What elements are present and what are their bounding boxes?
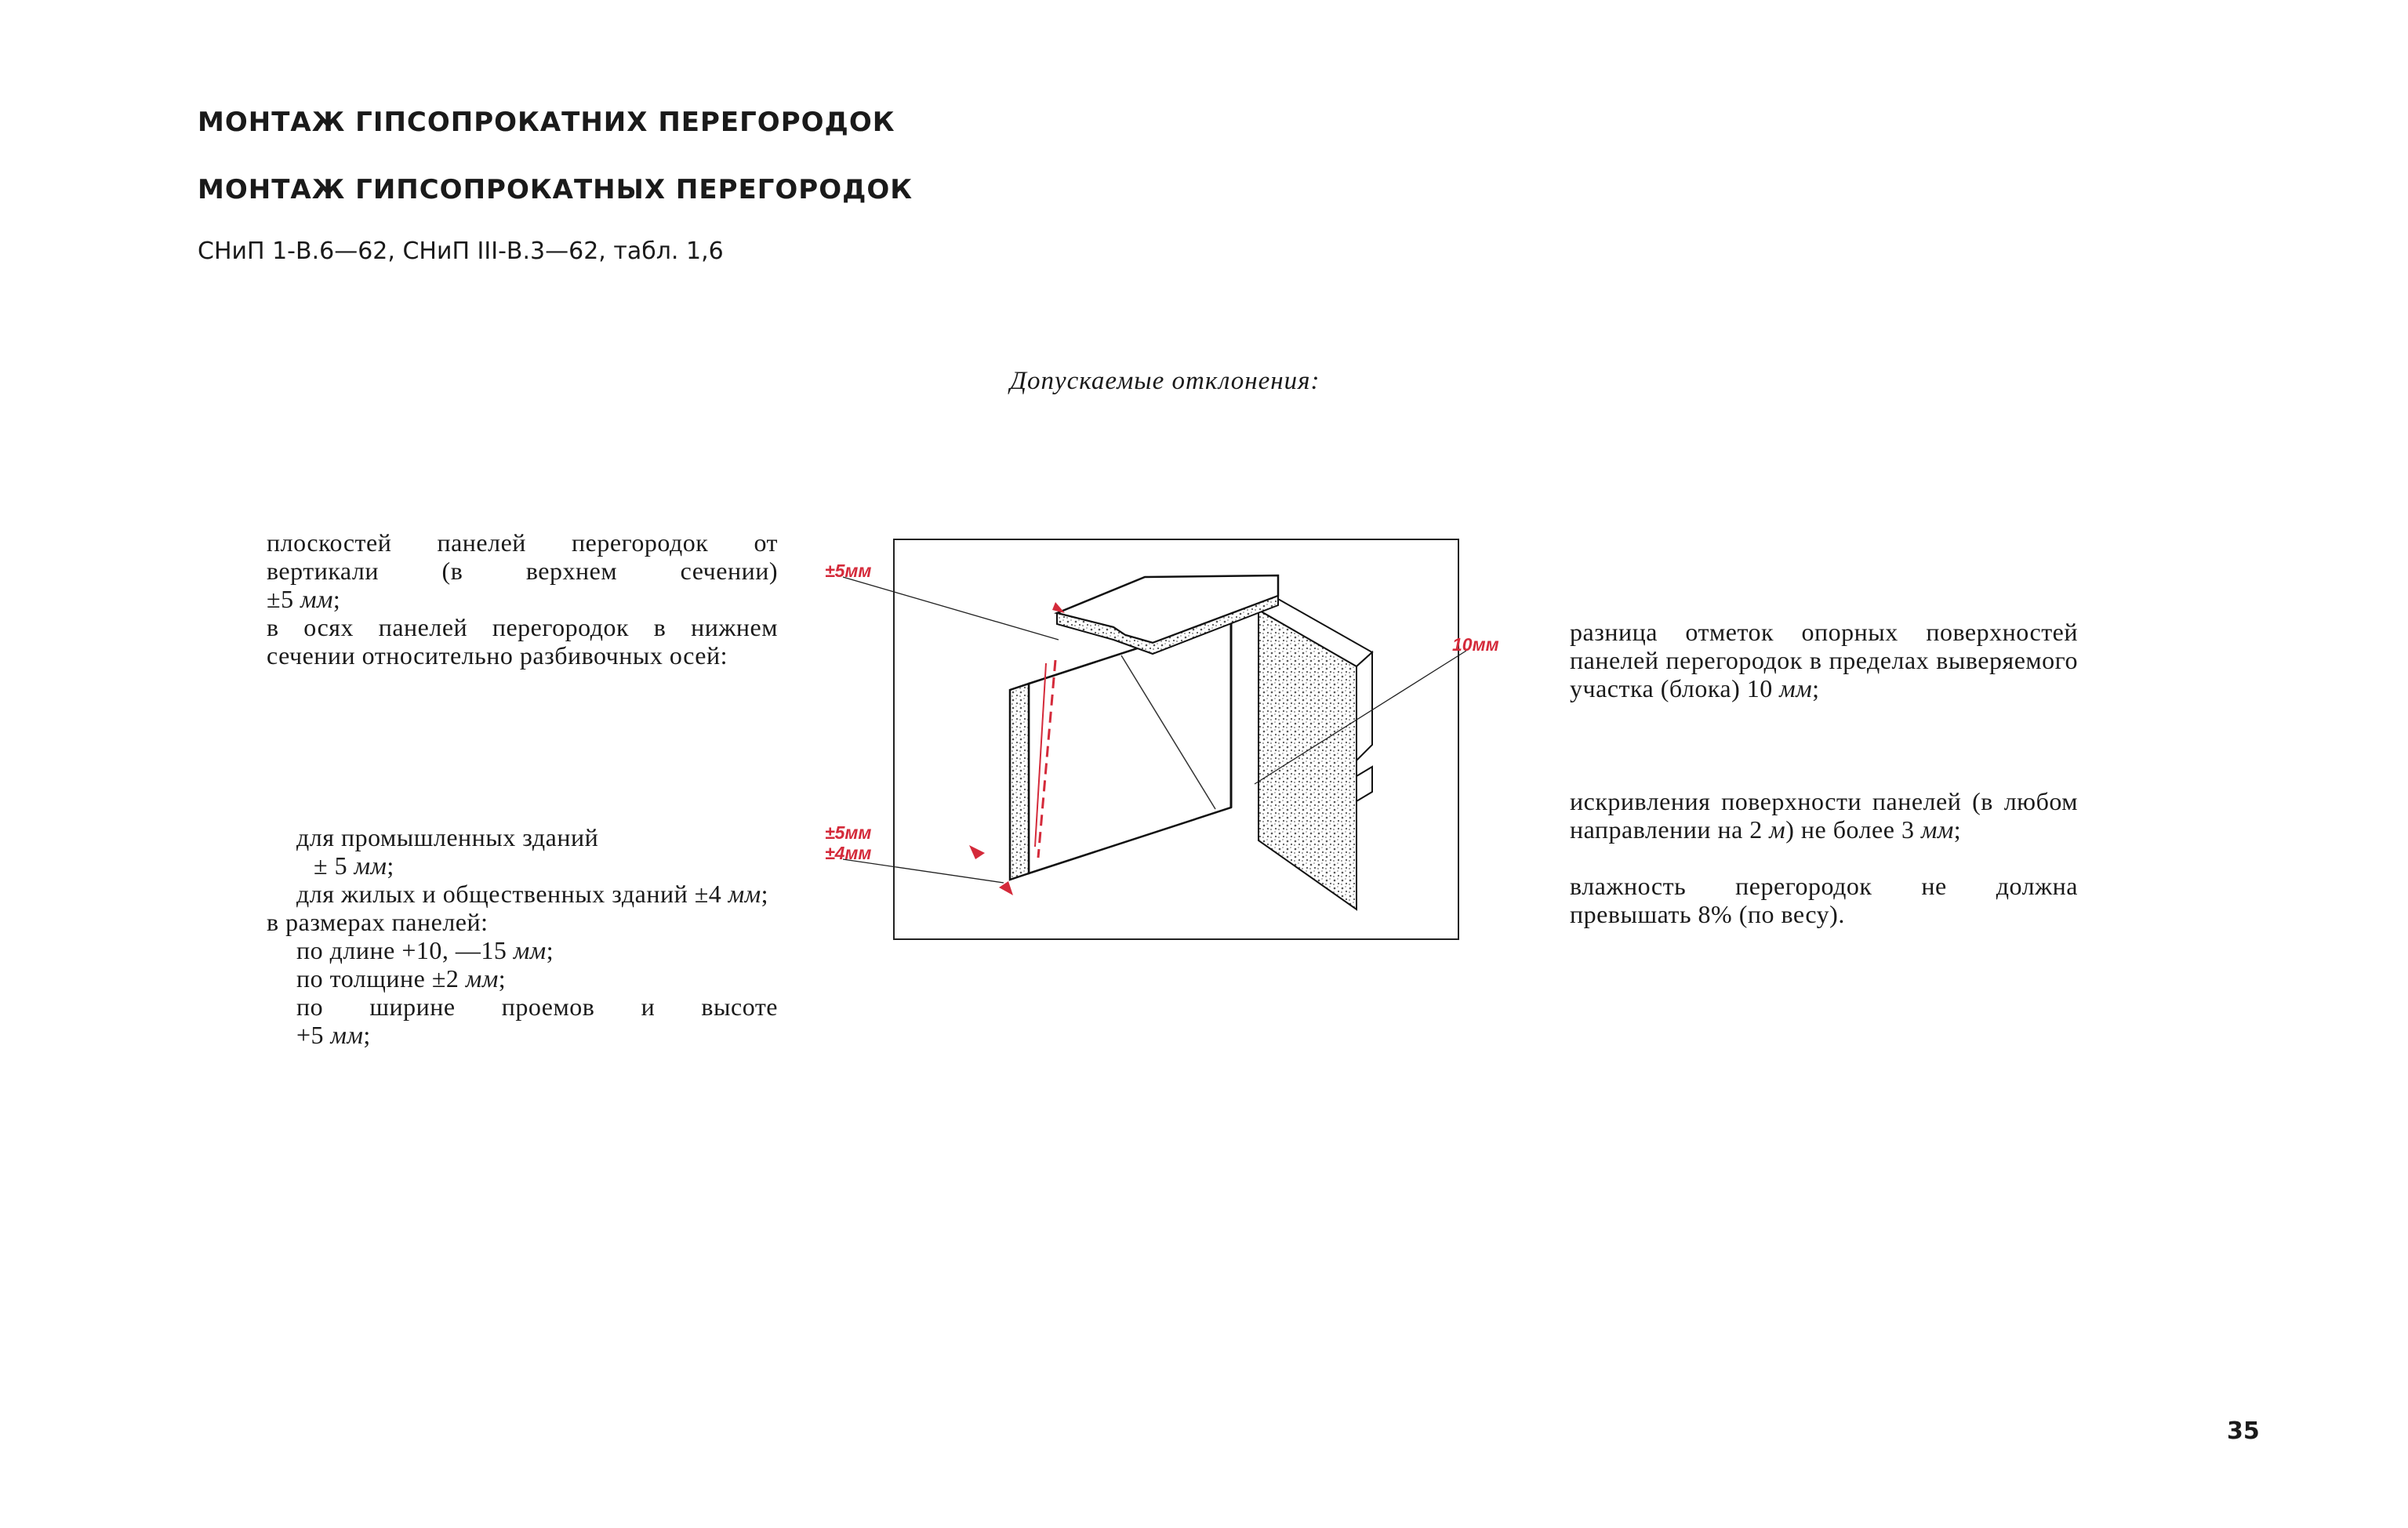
- unit-mm: мм: [465, 964, 499, 993]
- bottom-arrow-right-icon: [999, 881, 1013, 895]
- industrial-value-number: ± 5: [314, 851, 354, 880]
- semicolon: ;: [761, 880, 768, 908]
- vertical-deviation-number: ±5: [267, 585, 301, 613]
- curvature-label: искривления поверхности панелей (в любом направлении на 2: [1570, 787, 2078, 844]
- support-difference-label: разница отметок опорных поверхностей панелей перегородок в пределах выверяемого участка (блока) 10: [1570, 618, 2078, 702]
- thickness-tolerance: [267, 964, 778, 993]
- top-arrow-icon: [1052, 602, 1065, 613]
- opening-tolerance-text: по ширине проемов и высоте: [296, 993, 778, 1021]
- top-leader-line: [843, 577, 1059, 640]
- thickness-tolerance-label: по толщине ±2: [296, 964, 466, 993]
- right-column: [1570, 618, 2078, 928]
- residential-label: для жилых и общественных зданий: [296, 880, 695, 908]
- opening-tolerance-value: [267, 1021, 778, 1049]
- perpendicular-panel-notch: [1357, 767, 1372, 801]
- vertical-deviation-value: [267, 585, 778, 613]
- curvature-label-rest: ) не более 3: [1785, 815, 1921, 844]
- residential-value-number: ±4: [694, 880, 728, 908]
- title-ukrainian: МОНТАЖ ГІПСОПРОКАТНИХ ПЕРЕГОРОДОК: [198, 107, 895, 138]
- residential-buildings-text: [267, 880, 778, 908]
- unit-m: м: [1769, 815, 1786, 844]
- industrial-buildings-label: для промышленных зданий: [296, 823, 599, 851]
- unit-mm: мм: [300, 585, 333, 613]
- snip-reference: СНиП 1-В.6—62, СНиП III-В.3—62, табл. 1,6: [198, 238, 724, 265]
- unit-mm: мм: [1779, 674, 1813, 702]
- support-difference-text: [1570, 618, 2078, 702]
- semicolon: ;: [1812, 674, 1820, 702]
- semicolon: ;: [498, 964, 507, 993]
- label-bottom-tolerance-2: ±4мм: [825, 843, 872, 863]
- unit-mm: мм: [728, 880, 761, 908]
- semicolon: ;: [387, 851, 394, 880]
- perpendicular-panel-edge: [1357, 652, 1372, 760]
- vertical-deviation-text: [267, 528, 778, 585]
- left-column-top: [267, 528, 778, 670]
- partition-installation-diagram: [808, 517, 1553, 956]
- semicolon: ;: [363, 1021, 371, 1049]
- curvature-text: [1570, 787, 2078, 844]
- semicolon: ;: [332, 585, 341, 613]
- label-support-tolerance: 10мм: [1452, 634, 1499, 655]
- unit-mm: мм: [513, 936, 547, 964]
- humidity-text: влажность перегородок не должна превышать 8% (по весу).: [1570, 872, 2078, 928]
- unit-mm: мм: [354, 851, 387, 880]
- length-tolerance-label: по длине +10, —15: [296, 936, 514, 964]
- industrial-buildings-value: [267, 851, 778, 880]
- label-bottom-tolerance-1: ±5мм: [825, 822, 872, 843]
- tolerances-subtitle: Допускаемые отклонения:: [1010, 367, 1320, 395]
- left-column-bottom: [267, 823, 778, 1049]
- main-panel-edge: [1010, 684, 1029, 880]
- unit-mm: мм: [1920, 815, 1954, 844]
- vertical-deviation-label: плоскостей панелей перегородок от вертикали (в верхнем сечении): [267, 528, 778, 585]
- length-tolerance: [267, 936, 778, 964]
- title-russian: МОНТАЖ ГИПСОПРОКАТНЫХ ПЕРЕГОРОДОК: [198, 174, 913, 205]
- unit-mm: мм: [330, 1021, 364, 1049]
- semicolon: ;: [546, 936, 554, 964]
- main-panel-face: [1029, 618, 1231, 873]
- opening-value-number: +5: [296, 1021, 331, 1049]
- page-number: 35: [2227, 1417, 2260, 1445]
- panel-sizes-label: в размерах панелей:: [267, 908, 489, 936]
- semicolon: ;: [1953, 815, 1962, 844]
- label-top-tolerance: ±5мм: [825, 561, 872, 581]
- bottom-arrow-left-icon: [969, 845, 985, 859]
- axis-deviation-text: в осях панелей перегородок в нижнем сечении относительно разбивочных осей:: [267, 613, 778, 670]
